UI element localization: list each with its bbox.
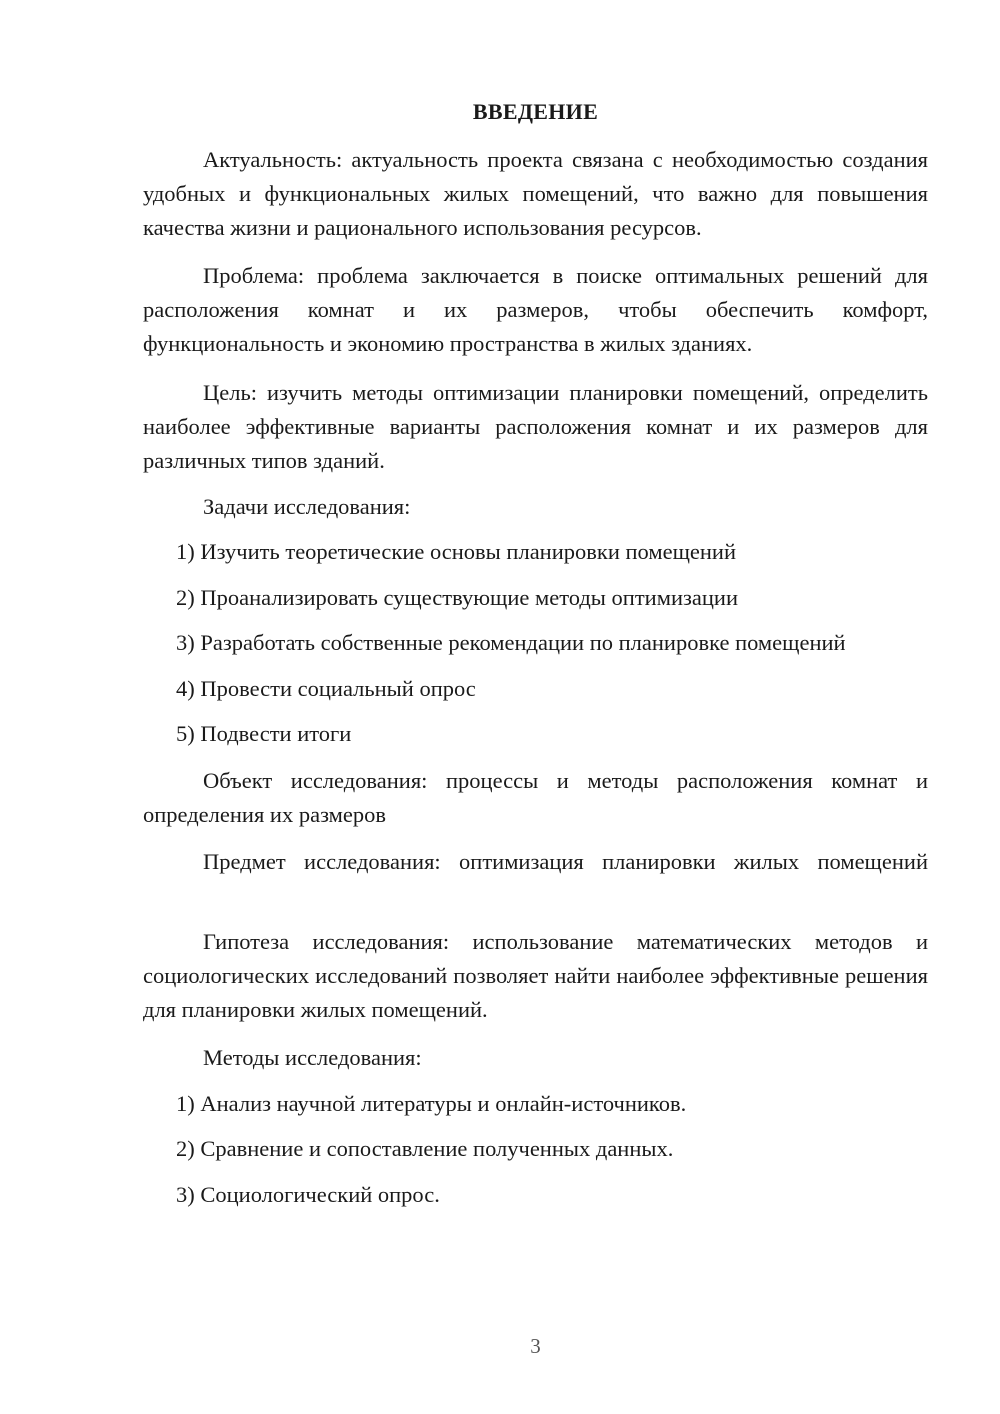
goal-paragraph: Цель: изучить методы оптимизации планировки помещений, определить наиболее эффективные варианты расположения комнат и их размеров для различных типов зданий. xyxy=(143,380,928,473)
methods-title: Методы исследования: xyxy=(203,1045,422,1070)
tasks-title: Задачи исследования: xyxy=(203,494,411,519)
hypothesis-paragraph: Гипотеза исследования: использование математических методов и социологических исследований позволяет найти наиболее эффективные решения для планировки жилых помещений. xyxy=(143,929,928,1022)
task-item: 4) Провести социальный опрос xyxy=(176,676,476,701)
subject-paragraph: Предмет исследования: оптимизация планировки жилых помещений xyxy=(203,849,928,874)
method-item: 3) Социологический опрос. xyxy=(176,1182,440,1207)
problem-paragraph: Проблема: проблема заключается в поиске оптимальных решений для расположения комнат и их размеров, чтобы обеспечить комфорт, функциональность и экономию пространства в жилых зданиях. xyxy=(143,263,928,356)
task-item: 1) Изучить теоретические основы планировки помещений xyxy=(176,539,737,564)
task-item: 3) Разработать собственные рекомендации по планировке помещений xyxy=(176,630,846,655)
method-item: 2) Сравнение и сопоставление полученных данных. xyxy=(176,1136,674,1161)
task-item: 2) Проанализировать существующие методы оптимизации xyxy=(176,585,738,610)
object-paragraph: Объект исследования: процессы и методы расположения комнат и определения их размеров xyxy=(143,768,928,827)
task-item: 5) Подвести итоги xyxy=(176,721,352,746)
method-item: 1) Анализ научной литературы и онлайн-источников. xyxy=(176,1091,687,1116)
relevance-paragraph: Актуальность: актуальность проекта связана с необходимостью создания удобных и функциональных жилых помещений, что важно для повышения качества жизни и рационального использования ресурсов. xyxy=(143,147,928,240)
section-heading: ВВЕДЕНИЕ xyxy=(472,99,599,124)
page-number: 3 xyxy=(530,1334,541,1358)
